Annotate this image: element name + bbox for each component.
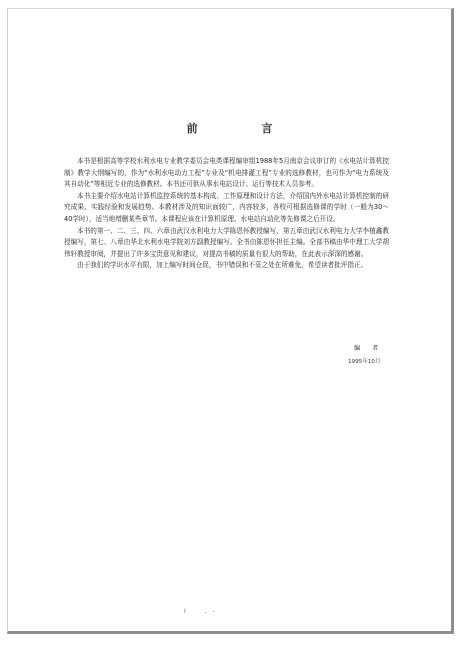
document-page	[7, 8, 454, 634]
author-signature: 编 者	[354, 345, 384, 352]
paragraph-2: 本书主要介绍水电站计算机监控系统的基本构成、工作原理和设计方法，介绍国内外水电站计算机控制的研究成果、实践经验和发展趋势。本教材涉及的知识面较广，内容较多，各校可根据选修课的学时（一般为30～40学时），适当地增删某些章节。本课程应该在计算机原理、水电站自动化等先修课之后开设。	[64, 191, 389, 223]
preface-date: 1995年10月	[348, 359, 381, 365]
scan-artifact	[213, 611, 214, 612]
preface-body	[64, 156, 389, 272]
scan-artifact	[205, 612, 206, 613]
page-number: I	[184, 608, 188, 615]
paragraph-3: 本书的第一、二、三、四、六章由武汉水利电力大学陈恩怀教授编写，第五章由武汉水利电力大学李植鑫教授编写，第七、八章由华北水利水电学院刘方副教授编写。全书由陈恩怀担任主编。全部书稿由华中理工大学胡伟轩教授审阅，并提出了许多宝贵意见和建议，对提高书稿的质量有很大的帮助，在此表示深深的感谢。	[64, 226, 389, 258]
paragraph-4: 由于我们的学识水平有限，加上编写时间仓促，书中错误和不妥之处在所难免，希望读者批评指正。	[77, 261, 368, 270]
paragraph-1: 本书是根据高等学校水利水电专业教学委员会电类课程编审组1988年5月南京会议审订的《水电站计算机控制》教学大纲编写的，作为“水利水电动力工程”专业及“机电排灌工程”专业的选修教材，也可作为“电力系统及其自动化”等相近专业的选修教材。本书还可供从事水电站设计、运行等技术人员参考。	[64, 157, 389, 189]
page-title: 前 言	[186, 122, 303, 135]
